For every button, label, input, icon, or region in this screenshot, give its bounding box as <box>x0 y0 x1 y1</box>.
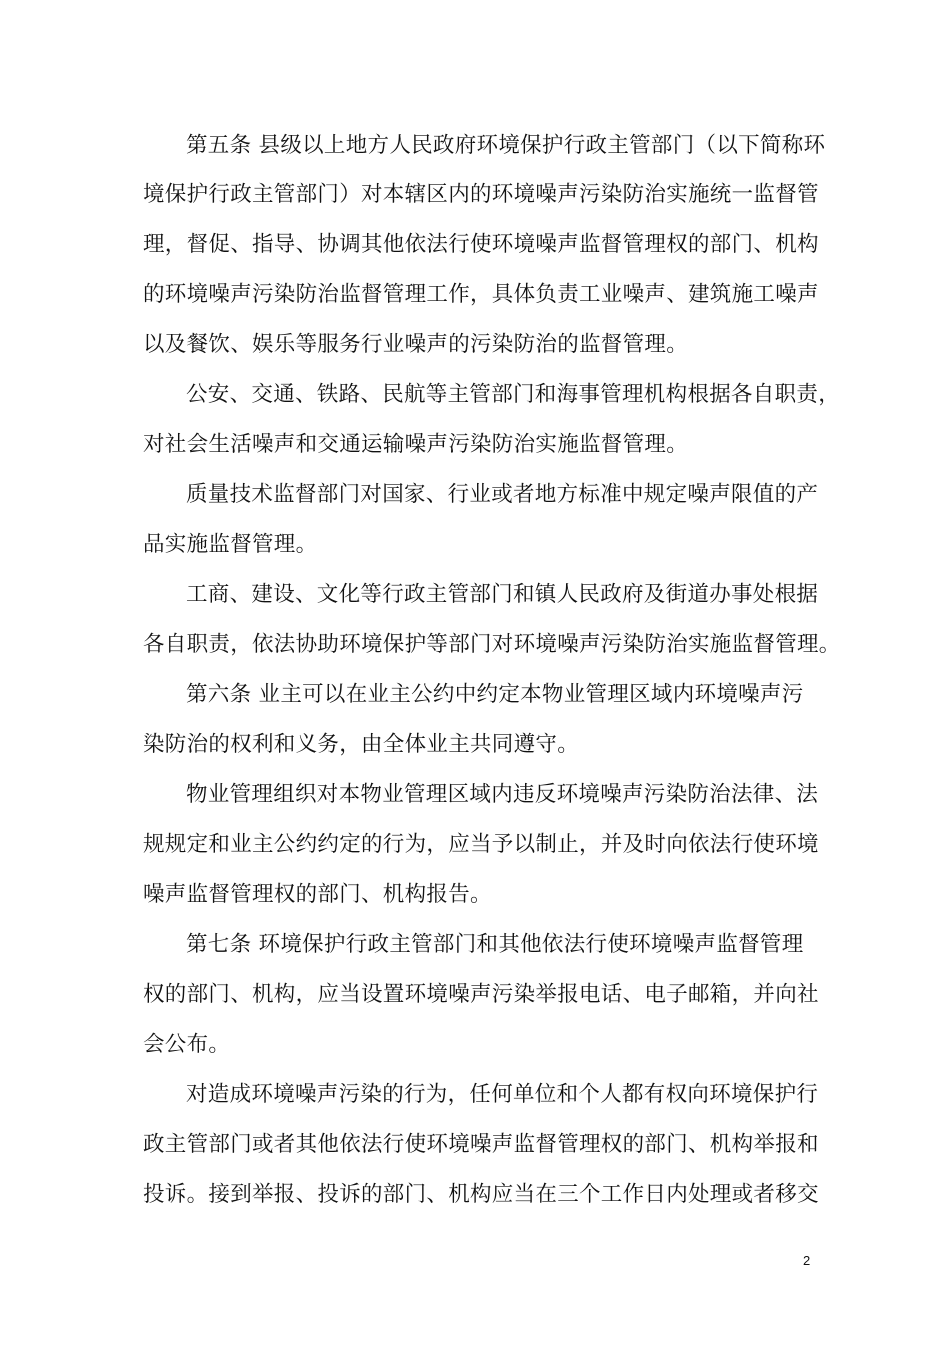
text-line: 境保护行政主管部门）对本辖区内的环境噪声污染防治实施统一监督管 <box>143 182 819 207</box>
text-line: 物业管理组织对本物业管理区域内违反环境噪声污染防治法律、法 <box>186 782 819 807</box>
text-line: 第七条 环境保护行政主管部门和其他依法行使环境噪声监督管理 <box>186 932 804 957</box>
text-line: 质量技术监督部门对国家、行业或者地方标准中规定噪声限值的产 <box>186 482 819 507</box>
text-line: 品实施监督管理。 <box>143 532 318 557</box>
text-line: 会公布。 <box>143 1032 231 1057</box>
text-line: 的环境噪声污染防治监督管理工作，具体负责工业噪声、建筑施工噪声 <box>143 282 819 307</box>
text-line: 工商、建设、文化等行政主管部门和镇人民政府及街道办事处根据 <box>186 582 819 607</box>
text-line: 公安、交通、铁路、民航等主管部门和海事管理机构根据各自职责， <box>186 382 841 407</box>
text-line: 投诉。接到举报、投诉的部门、机构应当在三个工作日内处理或者移交 <box>143 1182 819 1207</box>
text-line: 对社会生活噪声和交通运输噪声污染防治实施监督管理。 <box>143 432 689 457</box>
text-line: 对造成环境噪声污染的行为，任何单位和个人都有权向环境保护行 <box>186 1082 819 1107</box>
text-line: 第六条 业主可以在业主公约中约定本物业管理区域内环境噪声污 <box>186 682 804 707</box>
text-line: 各自职责，依法协助环境保护等部门对环境噪声污染防治实施监督管理。 <box>143 632 841 657</box>
text-line: 以及餐饮、娱乐等服务行业噪声的污染防治的监督管理。 <box>143 332 689 357</box>
text-line: 理，督促、指导、协调其他依法行使环境噪声监督管理权的部门、机构 <box>143 232 819 257</box>
text-line: 噪声监督管理权的部门、机构报告。 <box>143 882 492 907</box>
text-line: 权的部门、机构，应当设置环境噪声污染举报电话、电子邮箱，并向社 <box>143 982 819 1007</box>
text-line: 政主管部门或者其他依法行使环境噪声监督管理权的部门、机构举报和 <box>143 1132 819 1157</box>
text-line: 染防治的权利和义务，由全体业主共同遵守。 <box>143 732 580 757</box>
page-number: 2 <box>803 1253 811 1268</box>
text-line: 规规定和业主公约约定的行为，应当予以制止，并及时向依法行使环境 <box>143 832 819 857</box>
text-line: 第五条 县级以上地方人民政府环境保护行政主管部门（以下简称环 <box>186 133 826 158</box>
